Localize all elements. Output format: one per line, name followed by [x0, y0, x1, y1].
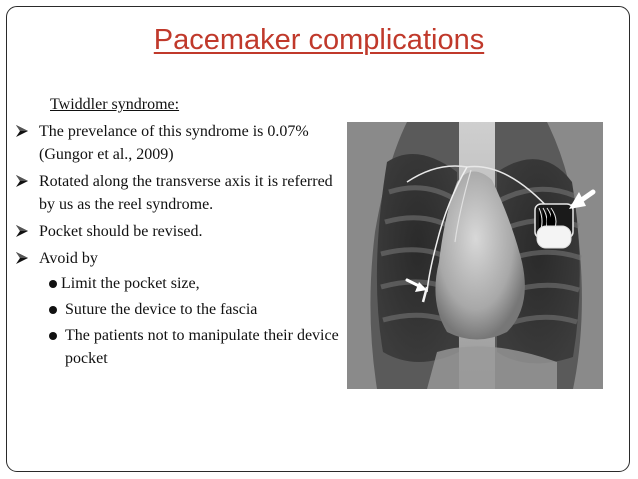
arrow-bullet-icon — [15, 174, 29, 188]
dot-bullet-icon — [49, 332, 57, 340]
dot-bullet-icon — [49, 306, 57, 314]
arrow-bullet-icon — [15, 224, 29, 238]
bullet-text: Pocket should be revised. — [39, 223, 203, 240]
bullet-text: Avoid by — [39, 250, 98, 267]
sub-bullet-item — [15, 298, 345, 321]
bullet-item — [15, 170, 345, 216]
bullet-item — [15, 220, 345, 243]
sub-bullet-text: The patients not to manipulate their device pocket — [65, 327, 339, 367]
sub-bullet-text: Suture the device to the fascia — [65, 301, 258, 318]
pacemaker-device — [535, 204, 573, 248]
slide-title: Pacemaker complications — [153, 24, 485, 56]
bullet-list — [15, 120, 345, 370]
sub-bullet-item — [15, 324, 345, 370]
bullet-text: The prevelance of this syndrome is 0.07% (Gungor et al., 2009) — [39, 123, 309, 163]
sub-bullet-item — [15, 272, 345, 295]
chest-xray-image — [347, 122, 603, 389]
dot-bullet-icon — [49, 280, 57, 288]
slide-subtitle: Twiddler syndrome: — [50, 96, 180, 113]
sub-bullet-text: Limit the pocket size, — [61, 275, 200, 292]
bullet-text: Rotated along the transverse axis it is referred by us as the reel syndrome. — [39, 173, 333, 213]
arrow-bullet-icon — [15, 124, 29, 138]
bullet-item — [15, 120, 345, 166]
bullet-item — [15, 247, 345, 270]
arrow-bullet-icon — [15, 251, 29, 265]
